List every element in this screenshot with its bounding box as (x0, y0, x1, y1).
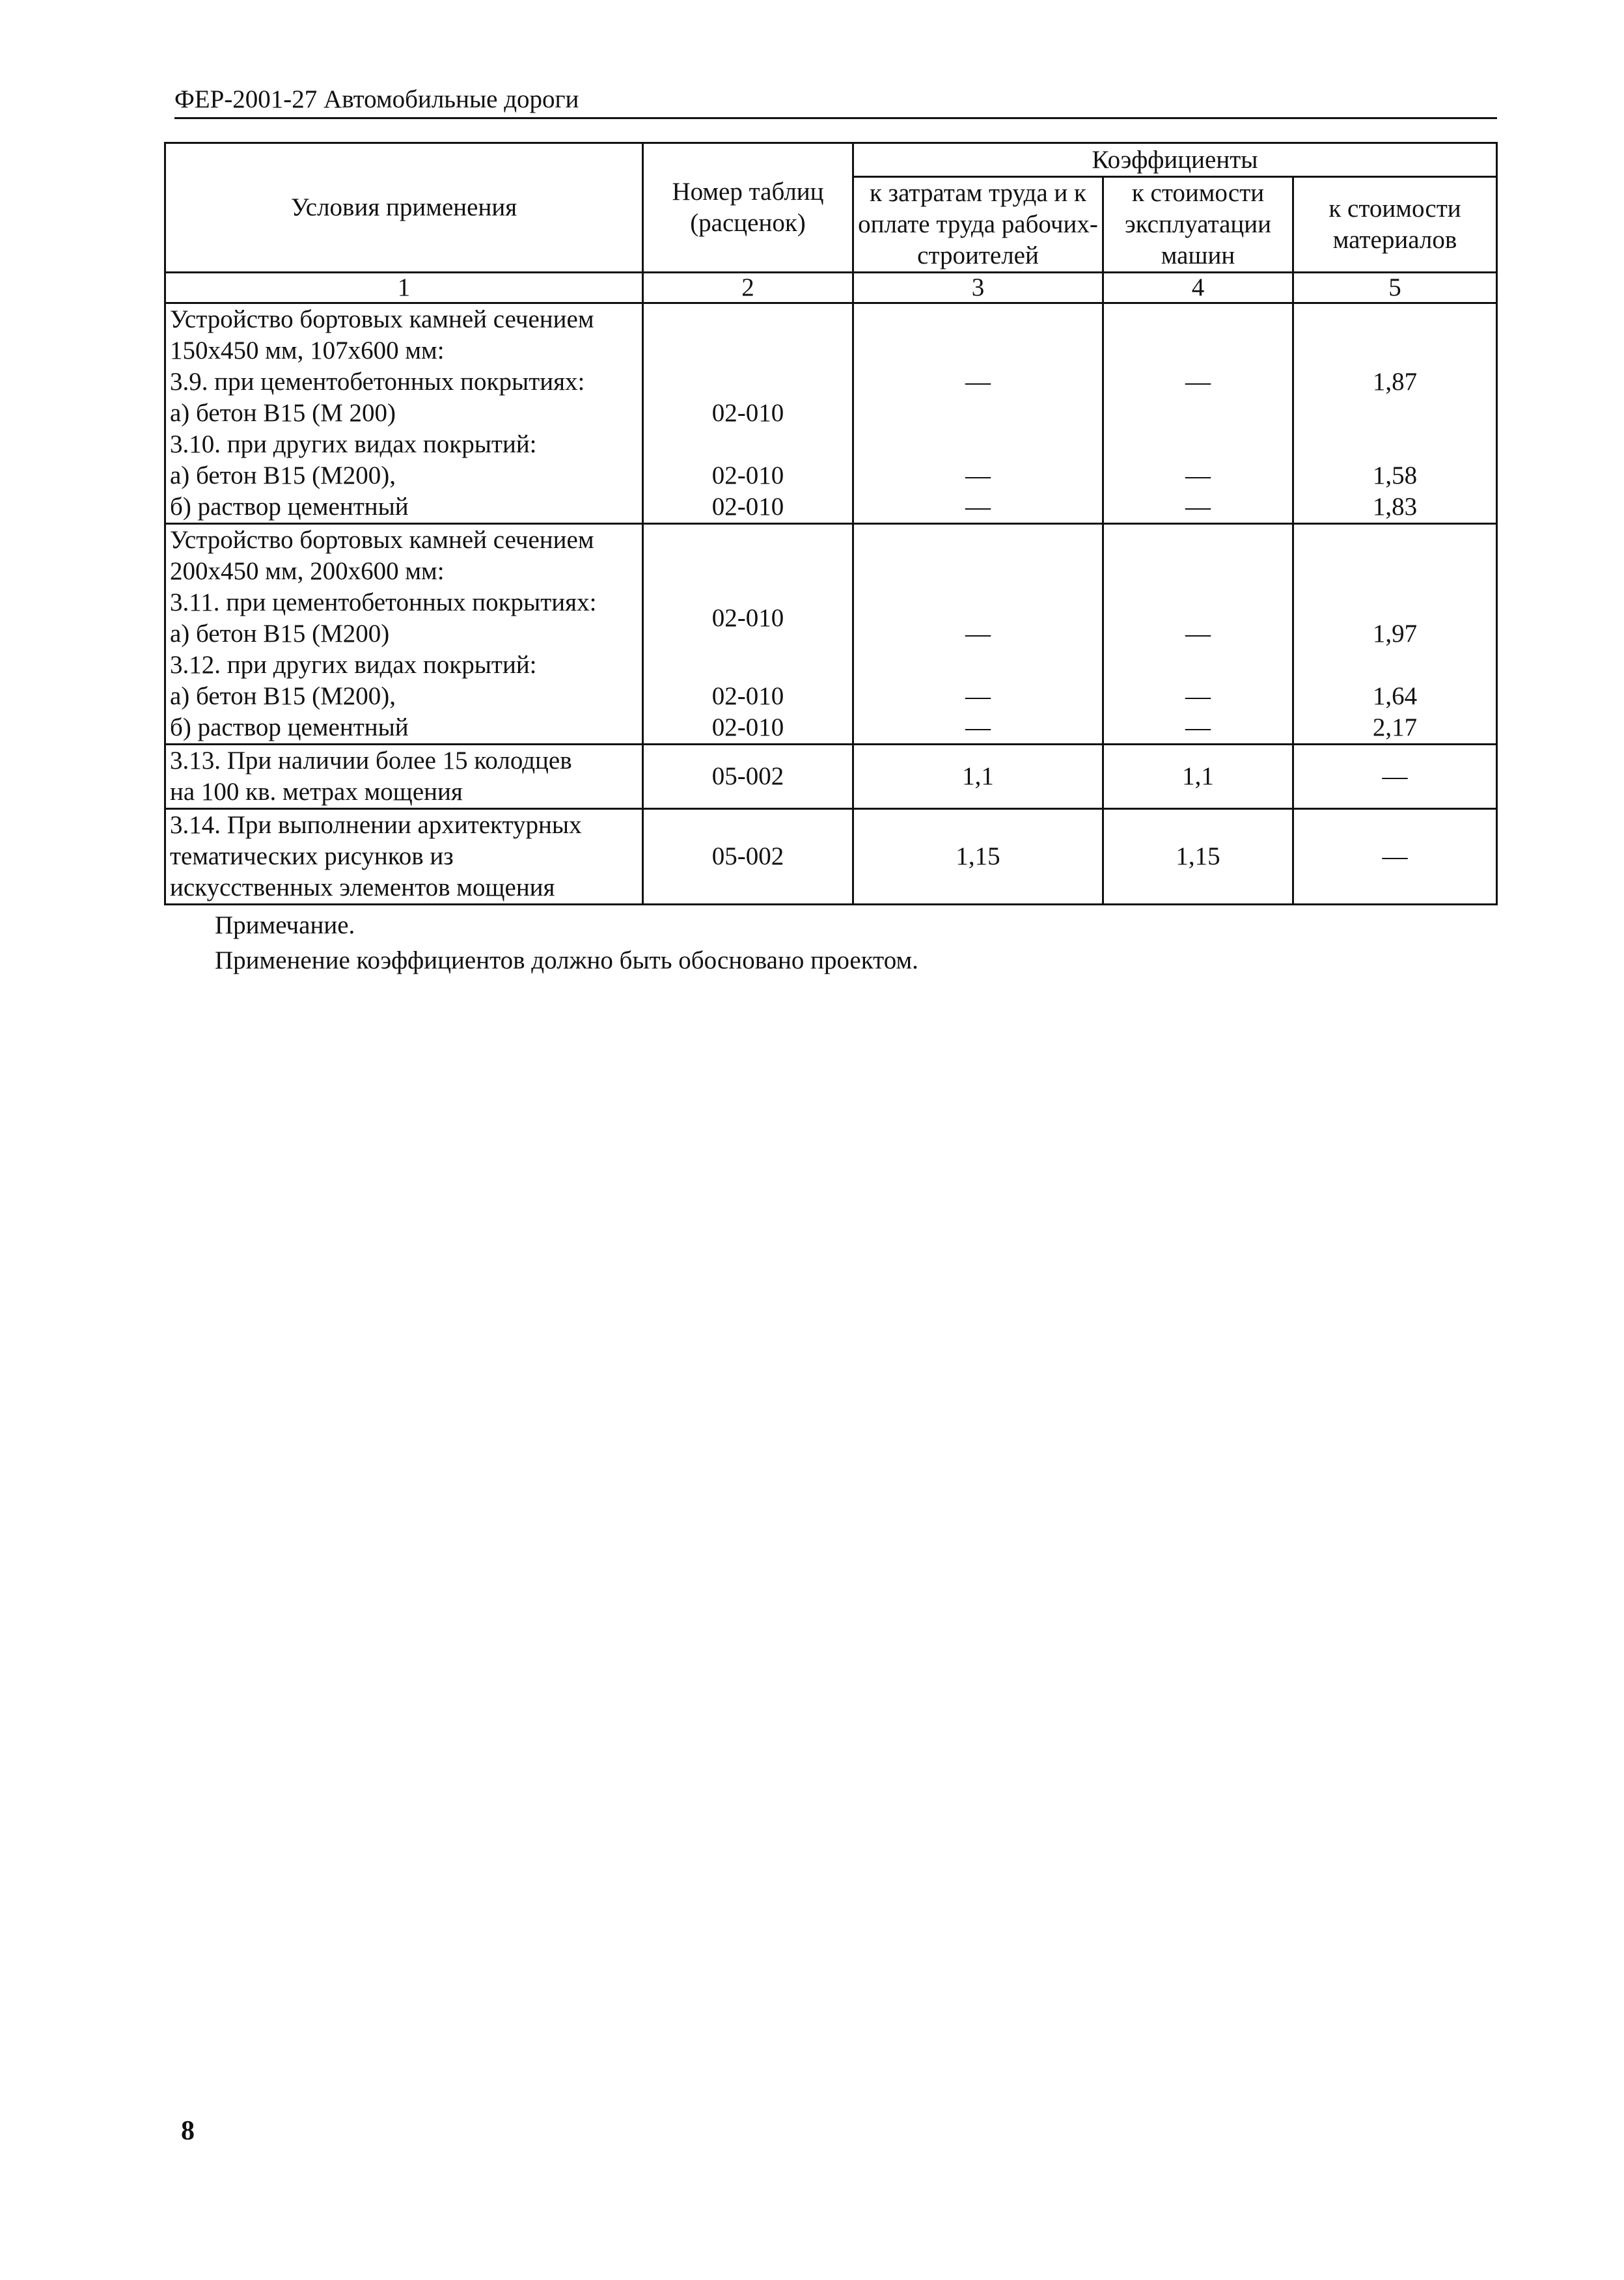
condition-line: 3.9. при цементобетонных покрытиях: (170, 368, 585, 396)
condition-line: искусственных элементов мощения (170, 873, 555, 901)
table-number: 02-010 (711, 682, 784, 710)
conditions-cell (165, 809, 643, 905)
materials-coefficient: 1,64 (1372, 682, 1418, 710)
table-row (165, 745, 1497, 809)
condition-line: 3.11. при цементобетонных покрытиях: (170, 588, 597, 616)
machines-coefficient: — (1185, 493, 1211, 521)
table-number: 02-010 (711, 493, 784, 521)
machines-coefficient: 1,15 (1103, 809, 1293, 905)
machines-coefficient: — (1185, 713, 1211, 741)
condition-line: а) бетон В15 (М200) (170, 620, 390, 648)
column-number: 4 (1103, 273, 1293, 303)
coefficients-table-wrap (164, 142, 1498, 905)
table-number: 02-010 (711, 713, 784, 741)
labor-coefficient: — (965, 493, 991, 521)
condition-line: на 100 кв. метрах мощения (170, 778, 463, 806)
header-coefficients: Коэффициенты (853, 143, 1497, 177)
condition-line: 3.13. При наличии более 15 колодцев (170, 747, 572, 775)
column-number: 3 (853, 273, 1103, 303)
condition-line: б) раствор цементный (170, 493, 409, 521)
condition-line: 3.14. При выполнении архитектурных (170, 811, 582, 839)
labor-coefficient: — (965, 682, 991, 710)
note-text: Применение коэффициентов должно быть обосновано проектом. (215, 946, 918, 974)
table-number: 02-010 (711, 461, 784, 489)
running-header: ФЕР-2001-27 Автомобильные дороги (174, 83, 1497, 119)
labor-coefficient: — (965, 713, 991, 741)
conditions-cell (165, 524, 643, 745)
labor-coefficient: 1,15 (853, 809, 1103, 905)
labor-coefficient-cell (853, 303, 1103, 524)
column-number: 5 (1293, 273, 1497, 303)
table-number: 02-010 (711, 604, 784, 632)
machines-coefficient: 1,1 (1103, 745, 1293, 809)
condition-line: 3.10. при других видах покрытий: (170, 430, 537, 458)
materials-coefficient: 1,58 (1372, 461, 1418, 489)
header-table-number: Номер таблиц (расценок) (643, 143, 853, 273)
table-row (165, 303, 1497, 524)
column-number: 2 (643, 273, 853, 303)
materials-coefficient-cell (1293, 524, 1497, 745)
labor-coefficient: — (965, 461, 991, 489)
condition-line: 200x450 мм, 200x600 мм: (170, 557, 445, 585)
materials-coefficient: 2,17 (1372, 713, 1418, 741)
coefficients-table (164, 142, 1498, 905)
column-number-row (165, 273, 1497, 303)
machines-coefficient-cell (1103, 524, 1293, 745)
materials-coefficient: 1,87 (1372, 368, 1418, 396)
header-labor: к затратам труда и к оплате труда рабочих-строителей (853, 177, 1103, 273)
labor-coefficient: 1,1 (853, 745, 1103, 809)
table-number-cell (643, 524, 853, 745)
materials-coefficient: — (1293, 745, 1497, 809)
condition-line: 3.12. при других видах покрытий: (170, 651, 537, 679)
machines-coefficient: — (1185, 620, 1211, 648)
materials-coefficient-cell (1293, 303, 1497, 524)
header-materials: к стоимости материалов (1293, 177, 1497, 273)
table-row (165, 809, 1497, 905)
table-number: 02-010 (711, 399, 784, 427)
machines-coefficient: — (1185, 368, 1211, 396)
condition-line: а) бетон В15 (М 200) (170, 399, 396, 427)
condition-line: а) бетон В15 (М200), (170, 682, 396, 710)
machines-coefficient: — (1185, 682, 1211, 710)
condition-line: Устройство бортовых камней сечением (170, 526, 594, 554)
materials-coefficient: — (1293, 809, 1497, 905)
machines-coefficient: — (1185, 461, 1211, 489)
header-conditions: Условия применения (165, 143, 643, 273)
conditions-cell (165, 303, 643, 524)
labor-coefficient: — (965, 368, 991, 396)
table-number: 05-002 (643, 745, 853, 809)
labor-coefficient: — (965, 620, 991, 648)
condition-line: 150x450 мм, 107x600 мм: (170, 337, 445, 364)
table-number-cell (643, 303, 853, 524)
condition-line: б) раствор цементный (170, 713, 409, 741)
column-number: 1 (165, 273, 643, 303)
conditions-cell (165, 745, 643, 809)
condition-line: тематических рисунков из (170, 842, 454, 870)
header-machines: к стоимости эксплуатации машин (1103, 177, 1293, 273)
materials-coefficient: 1,83 (1372, 493, 1418, 521)
labor-coefficient-cell (853, 524, 1103, 745)
notes-block (215, 908, 918, 978)
table-number: 05-002 (643, 809, 853, 905)
materials-coefficient: 1,97 (1372, 620, 1418, 648)
note-label: Примечание. (215, 911, 355, 939)
table-row (165, 524, 1497, 745)
machines-coefficient-cell (1103, 303, 1293, 524)
page-number: 8 (181, 2116, 195, 2146)
condition-line: Устройство бортовых камней сечением (170, 305, 594, 333)
condition-line: а) бетон В15 (М200), (170, 461, 396, 489)
